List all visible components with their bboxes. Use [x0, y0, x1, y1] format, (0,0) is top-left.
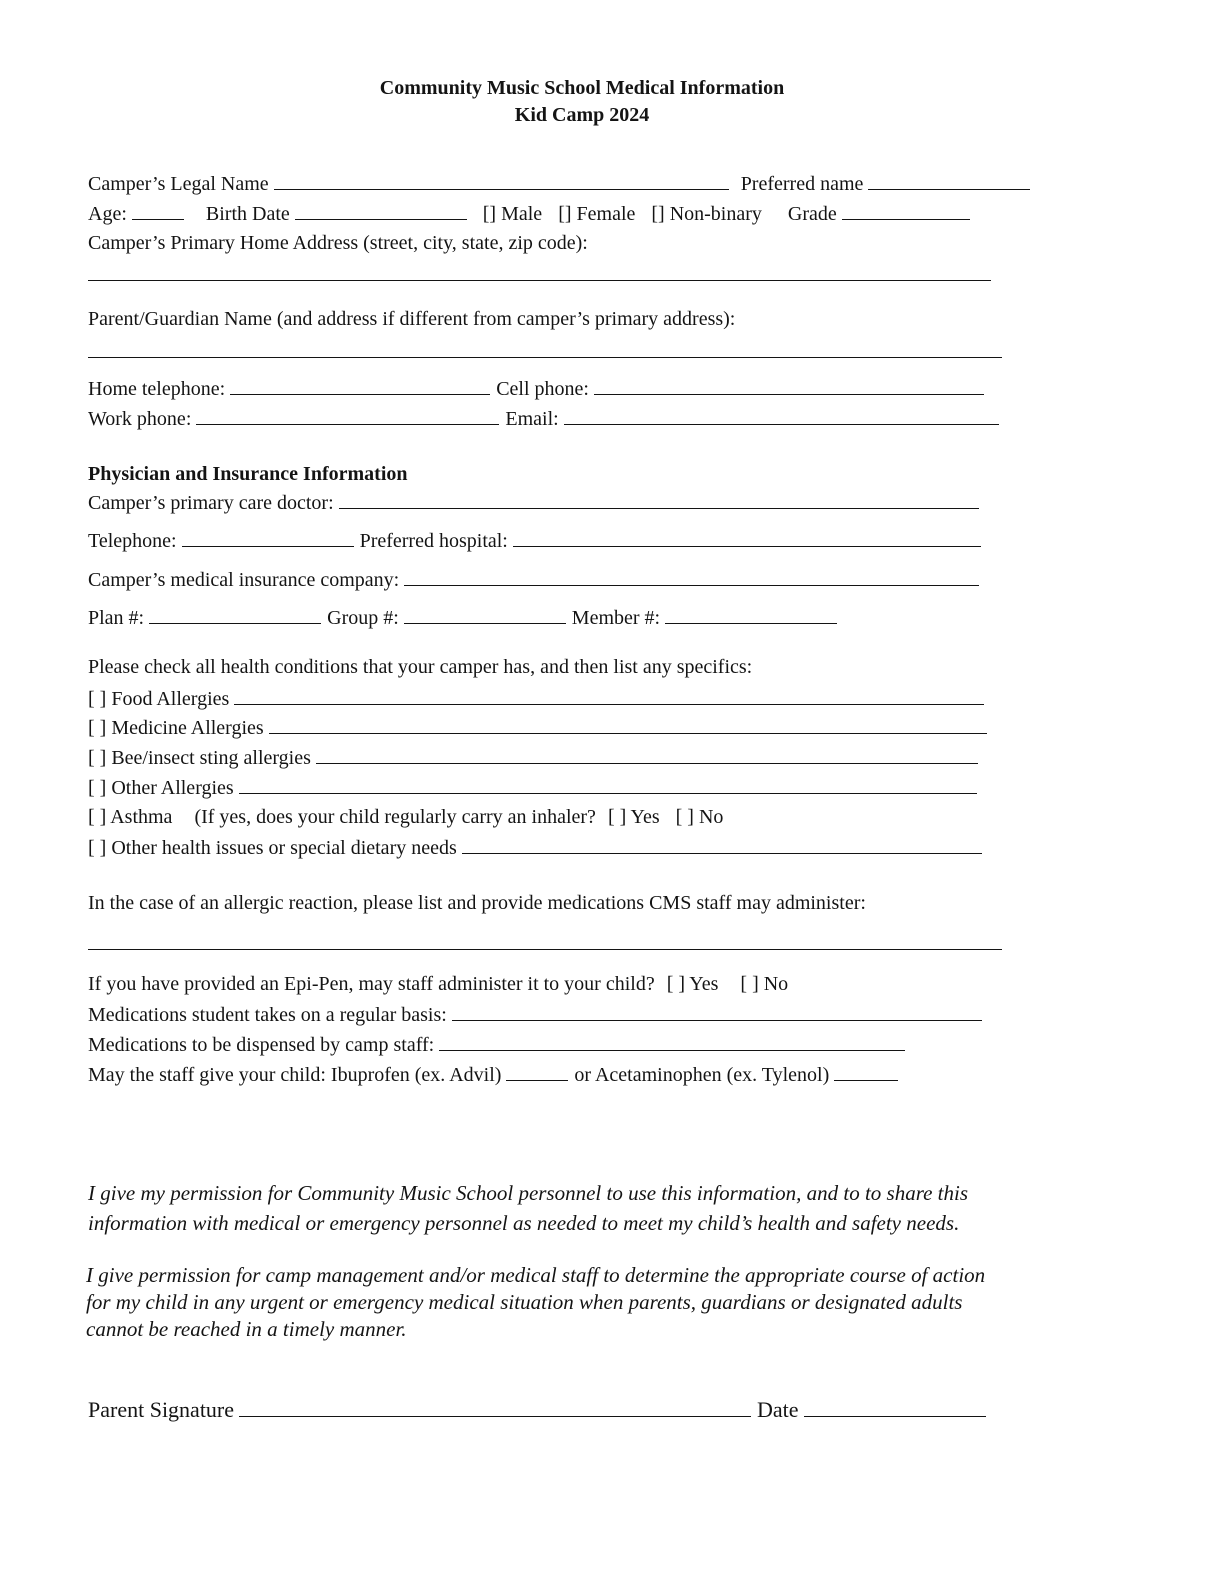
preferred-name-field[interactable] [868, 171, 1030, 190]
female-checkbox[interactable]: [] Female [558, 203, 636, 225]
inhaler-no-checkbox[interactable]: [ ] No [675, 806, 724, 828]
camper-name-row [88, 171, 1030, 196]
doctor-field[interactable] [339, 490, 979, 509]
epipen-yes-checkbox[interactable]: [ ] Yes [666, 973, 719, 995]
asthma-checkbox[interactable]: [ ] Asthma [88, 806, 173, 828]
insurance-label: Camper’s medical insurance company: [88, 569, 400, 591]
dispensed-meds-field[interactable] [439, 1032, 905, 1051]
parent-name-field[interactable] [88, 357, 1002, 358]
email-label: Email: [505, 408, 559, 430]
other-allergies-row [88, 775, 977, 800]
plan-field[interactable] [149, 605, 321, 624]
permission-info-line-1: I give my permission for Community Music School personnel to use this information, and to to share this [88, 1181, 969, 1205]
home-phone-field[interactable] [230, 376, 490, 395]
regular-meds-row [88, 1002, 982, 1027]
member-field[interactable] [665, 605, 837, 624]
birth-date-field[interactable] [295, 201, 467, 220]
permission-info-line-2: information with medical or emergency personnel as needed to meet my child’s health and safety needs. [88, 1211, 960, 1235]
signature-row [88, 1396, 986, 1423]
parent-signature-label: Parent Signature [88, 1397, 235, 1422]
inhaler-question: (If yes, does your child regularly carry an inhaler? [194, 806, 596, 828]
male-checkbox[interactable]: [] Male [482, 203, 543, 225]
acetaminophen-label: or Acetaminophen (ex. Tylenol) [574, 1064, 830, 1086]
parent-name-label: Parent/Guardian Name (and address if different from camper’s primary address): [88, 308, 736, 330]
date-label: Date [757, 1397, 799, 1422]
allergic-reaction-field[interactable] [88, 949, 1002, 950]
address-field[interactable] [88, 280, 991, 281]
epipen-question: If you have provided an Epi-Pen, may staff administer it to your child? [88, 973, 655, 995]
insect-allergies-checkbox[interactable]: [ ] Bee/insect sting allergies [88, 747, 311, 769]
epipen-row [88, 972, 788, 996]
signature-date-field[interactable] [804, 1396, 986, 1417]
home-phone-label: Home telephone: [88, 378, 226, 400]
inhaler-yes-checkbox[interactable]: [ ] Yes [607, 806, 660, 828]
conditions-intro: Please check all health conditions that your camper has, and then list any specifics: [88, 656, 753, 678]
insurance-field[interactable] [404, 567, 979, 586]
email-field[interactable] [564, 406, 999, 425]
member-label: Member #: [571, 607, 661, 629]
permission-emergency-line-3: cannot be reached in a timely manner. [86, 1317, 407, 1341]
epipen-no-checkbox[interactable]: [ ] No [740, 973, 789, 995]
other-health-row [88, 835, 982, 860]
other-allergies-checkbox[interactable]: [ ] Other Allergies [88, 777, 234, 799]
regular-meds-label: Medications student takes on a regular basis: [88, 1004, 447, 1026]
nonbinary-checkbox[interactable]: [] Non-binary [651, 203, 762, 225]
age-label: Age: [88, 203, 127, 225]
food-allergies-field[interactable] [234, 686, 984, 705]
asthma-row [88, 805, 723, 829]
phone-row [88, 376, 984, 401]
insect-allergies-field[interactable] [316, 745, 978, 764]
grade-field[interactable] [842, 201, 970, 220]
other-health-field[interactable] [462, 835, 982, 854]
cell-phone-field[interactable] [594, 376, 984, 395]
physician-telephone-field[interactable] [182, 528, 354, 547]
group-field[interactable] [404, 605, 566, 624]
food-allergies-checkbox[interactable]: [ ] Food Allergies [88, 688, 230, 710]
insect-allergies-row [88, 745, 978, 770]
legal-name-label: Camper’s Legal Name [88, 173, 269, 195]
work-email-row [88, 406, 999, 431]
hospital-field[interactable] [513, 528, 981, 547]
insurance-row [88, 567, 979, 592]
other-allergies-field[interactable] [239, 775, 977, 794]
physician-telephone-label: Telephone: [88, 530, 177, 552]
parent-signature-field[interactable] [239, 1396, 751, 1417]
regular-meds-field[interactable] [452, 1002, 982, 1021]
camper-details-row [88, 201, 970, 226]
other-health-checkbox[interactable]: [ ] Other health issues or special dietary needs [88, 837, 457, 859]
address-label: Camper’s Primary Home Address (street, city, state, zip code): [88, 232, 588, 254]
permission-emergency-line-2: for my child in any urgent or emergency medical situation when parents, guardians or designated adults [86, 1290, 963, 1314]
medicine-allergies-checkbox[interactable]: [ ] Medicine Allergies [88, 717, 264, 739]
medicine-allergies-row [88, 715, 987, 740]
dispensed-meds-row [88, 1032, 905, 1057]
otc-meds-row [88, 1062, 898, 1087]
age-field[interactable] [132, 201, 184, 220]
permission-emergency-line-1: I give permission for camp management and/or medical staff to determine the appropriate course of action [86, 1263, 986, 1287]
cell-phone-label: Cell phone: [496, 378, 589, 400]
ibuprofen-label: May the staff give your child: Ibuprofen (ex. Advil) [88, 1064, 502, 1086]
group-label: Group #: [327, 607, 399, 629]
birth-date-label: Birth Date [205, 203, 290, 225]
legal-name-field[interactable] [274, 171, 729, 190]
medicine-allergies-field[interactable] [269, 715, 987, 734]
ibuprofen-field[interactable] [506, 1062, 568, 1081]
work-phone-field[interactable] [196, 406, 499, 425]
allergic-reaction-prompt: In the case of an allergic reaction, please list and provide medications CMS staff may administer: [88, 892, 866, 914]
food-allergies-row [88, 686, 984, 711]
grade-label: Grade [787, 203, 837, 225]
doctor-row [88, 490, 979, 515]
acetaminophen-field[interactable] [834, 1062, 898, 1081]
form-title: Community Music School Medical Information [379, 77, 785, 99]
form-subtitle: Kid Camp 2024 [514, 104, 650, 126]
hospital-label: Preferred hospital: [359, 530, 508, 552]
plan-label: Plan #: [88, 607, 145, 629]
preferred-name-label: Preferred name [740, 173, 864, 195]
physician-heading: Physician and Insurance Information [88, 463, 408, 485]
hospital-row [88, 528, 981, 553]
dispensed-meds-label: Medications to be dispensed by camp staff: [88, 1034, 435, 1056]
doctor-label: Camper’s primary care doctor: [88, 492, 334, 514]
work-phone-label: Work phone: [88, 408, 192, 430]
plan-row [88, 605, 837, 630]
